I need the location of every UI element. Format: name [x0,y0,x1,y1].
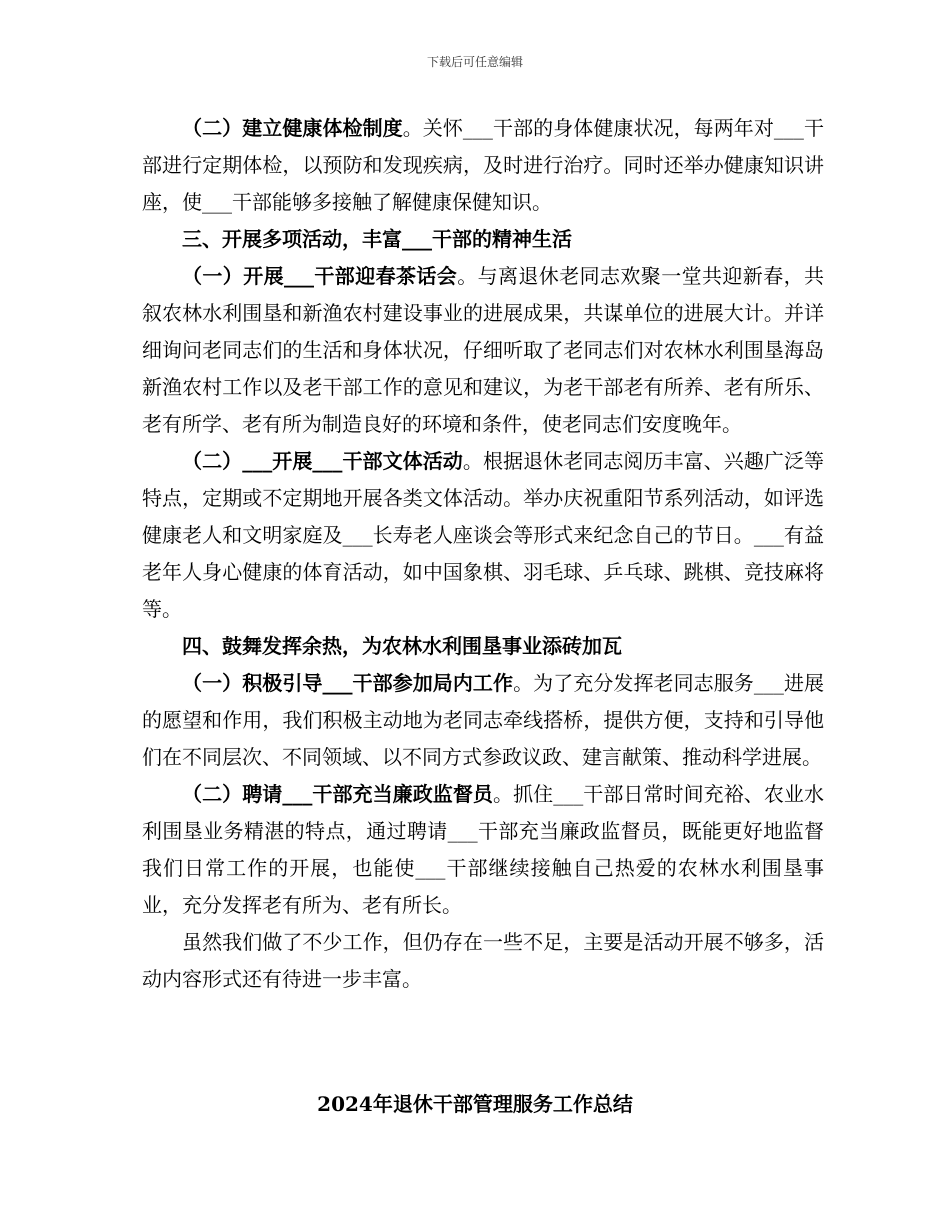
paragraph-text: 。关怀___干部的身体健康状况，每两年对___干部进行定期体检，以预防和发现疾病，及时进行治疗。同时还举办健康知识讲座，使___干部能够多接触了解健康保健知识。 [142,116,825,214]
paragraph-cultural-activities [142,443,824,628]
paragraph-text: 。为了充分发挥老同志服务___进展的愿望和作用，我们积极主动地为老同志牵线搭桥，提供方便，支持和引导他们在不同层次、不同领域、以不同方式参政议政、建言献策、推动科学进展。 [142,671,825,769]
next-document-title: 2024年退休干部管理服务工作总结 [317,1092,633,1116]
section-heading-three: 三、开展多项活动，丰富___干部的精神生活 [182,227,572,251]
section-heading-four: 四、鼓舞发挥余热，为农林水利围垦事业添砖加瓦 [182,634,622,658]
paragraph-shortcomings: 虽然我们做了不少工作，但仍存在一些不足，主要是活动开展不够多，活动内容形式还有待进一步丰富。 [142,930,824,991]
document-body [142,110,824,998]
paragraph-integrity-supervisor [142,776,824,924]
paragraph-text: 。根据退休老同志阅历丰富、兴趣广泛等特点，定期或不定期地开展各类文体活动。举办庆祝重阳节系列活动，如评选健康老人和文明家庭及___长寿老人座谈会等形式来纪念自己的节日。___有益老年人身心健康的体育活动，如中国象棋、羽毛球、乒乓球、跳棋、竞技麻将等。 [142,449,825,621]
paragraph-health-checkup [142,110,824,221]
paragraph-lead: （二）___开展___干部文体活动 [182,449,463,473]
paragraph-lead: （一）开展___干部迎春茶话会 [182,264,458,288]
paragraph-spring-tea-party [142,258,824,443]
paragraph-text: 。抓住___干部日常时间充裕、农业水利围垦业务精湛的特点，通过聘请___干部充当廉政监督员，既能更好地监督我们日常工作的开展，也能使___干部继续接触自己热爱的农林水利围垦事业，充分发挥老有所为、老有所长。 [142,782,824,917]
paragraph-text: 。与离退休老同志欢聚一堂共迎新春，共叙农林水利围垦和新渔农村建设事业的进展成果，共谋单位的进展大计。并详细询问老同志们的生活和身体状况，仔细听取了老同志们对农林水利围垦海岛新渔农村工作以及老干部工作的意见和建议，为老干部老有所养、老有所乐、老有所学、老有所为制造良好的环境和条件，使老同志们安度晚年。 [142,264,825,436]
paragraph-lead: （二）聘请___干部充当廉政监督员 [182,782,493,806]
paragraph-lead: （二）建立健康体检制度 [182,116,403,140]
paragraph-bureau-work [142,665,824,776]
paragraph-lead: （一）积极引导___干部参加局内工作 [182,671,514,695]
page-header: 下载后可任意编辑 [426,55,523,69]
